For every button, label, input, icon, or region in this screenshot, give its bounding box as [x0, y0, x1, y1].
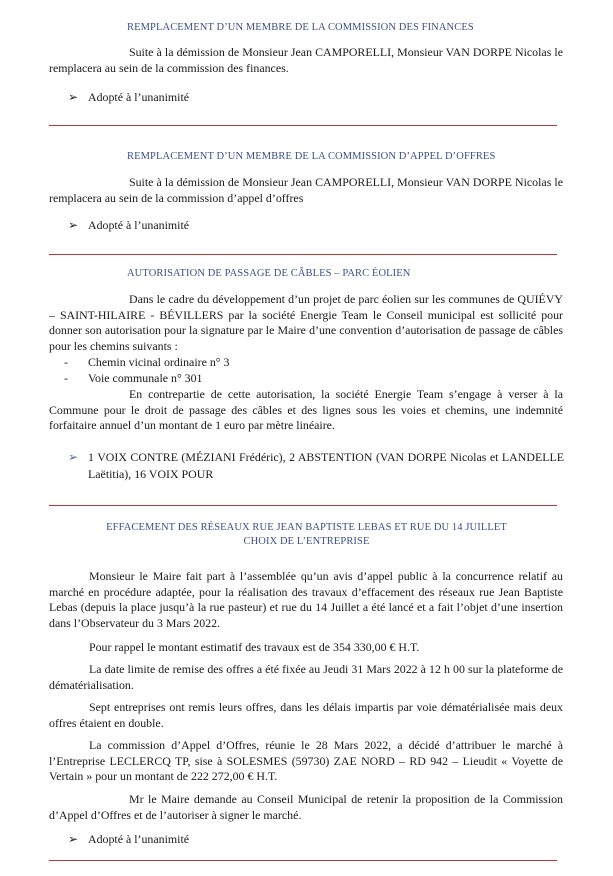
section-body-paragraph: Monsieur le Maire fait part à l’assemblée qu’un avis d’appel public à la concurrence relatif au marché en procédure adaptée, pour la réalisation des travaux d’effacement des réseaux rue Jean Baptiste Lebas (depuis la place jusqu’à la rue pasteur) et rue du 14 Juillet a été lancé et a fait l’objet d’une insertion dans l’Observateur du 3 Mars 2022.	[49, 569, 563, 630]
section-body-finances: Suite à la démission de Monsieur Jean CAMPORELLI, Monsieur VAN DORPE Nicolas le remplacera au sein de la commission des finances.	[49, 45, 563, 75]
section-body-appel-offres: Suite à la démission de Monsieur Jean CAMPORELLI, Monsieur VAN DORPE Nicolas le remplacera au sein de la commission d’appel d’offres	[49, 175, 563, 205]
vote-result-cables	[68, 449, 564, 483]
section-body-paragraph: Mr le Maire demande au Conseil Municipal de retenir la proposition de la Commission d’Appel d’Offres et de l’autoriser à signer le marché.	[49, 792, 563, 822]
section-body-paragraph: Sept entreprises ont remis leurs offres, dans les délais impartis par voie dématérialisée mais deux offres étaient en double.	[49, 700, 563, 730]
list-item-text: Voie communale n° 301	[88, 371, 203, 385]
list-item-text: Chemin vicinal ordinaire n° 3	[88, 355, 230, 369]
section-title-effacement	[40, 521, 573, 549]
section-title-finances: REMPLACEMENT D’UN MEMBRE DE LA COMMISSION DES FINANCES	[127, 22, 474, 33]
section-divider	[49, 254, 557, 255]
vote-text: Adopté à l’unanimité	[88, 832, 190, 846]
section-subtitle-line: CHOIX DE L’ENTREPRISE	[243, 536, 370, 547]
arrow-bullet-icon: ➢	[68, 218, 79, 232]
vote-text: Adopté à l’unanimité	[88, 218, 190, 232]
section-body-paragraph: La date limite de remise des offres a été fixée au Jeudi 31 Mars 2022 à 12 h 00 sur la plateforme de dématérialisation.	[49, 662, 563, 692]
arrow-bullet-icon: ➢	[68, 90, 79, 104]
section-divider	[49, 125, 557, 126]
section-divider	[49, 505, 557, 506]
section-title-line: EFFACEMENT DES RÉSEAUX RUE JEAN BAPTISTE LEBAS ET RUE DU 14 JUILLET	[106, 522, 507, 533]
vote-result-appel-offres	[68, 218, 189, 233]
section-title-cables: AUTORISATION DE PASSAGE DE CÂBLES – PARC ÉOLIEN	[127, 268, 411, 279]
section-body-paragraph: La commission d’Appel d’Offres, réunie le 28 Mars 2022, a décidé d’attribuer le marché à l’Entreprise LECLERCQ TP, sise à SOLESMES (59730) ZAE NORD – RD 942 – Lieudit « Voyette de Vertain » pour un montant de 222 272,00 € H.T.	[49, 738, 563, 783]
list-item: - Voie communale n° 301	[64, 371, 203, 385]
section-body-paragraph: Pour rappel le montant estimatif des travaux est de 354 330,00 € H.T.	[89, 640, 420, 654]
vote-text: Adopté à l’unanimité	[88, 90, 190, 104]
section-body-cables-compensation: En contrepartie de cette autorisation, la société Energie Team s’engage à verser à la Commune pour le droit de passage des câbles et des lignes sous les voies et chemins, une indemnité forfaitaire annuel d’un montant de 1 euro par mètre linéaire.	[49, 387, 563, 432]
vote-result-effacement	[68, 832, 189, 847]
section-divider	[49, 860, 557, 861]
vote-text: 1 VOIX CONTRE (MÉZIANI Frédéric), 2 ABSTENTION (VAN DORPE Nicolas et LANDELLE Laëtitia), 16 VOIX POUR	[88, 450, 564, 481]
section-body-cables-intro: Dans le cadre du développement d’un projet de parc éolien sur les communes de QUIÉVY – SAINT-HILAIRE - BÉVILLERS par la société Energie Team le Conseil municipal est sollicité pour donner son autorisation pour la signature par le Maire d’une convention d’autorisation de passage de câbles pour les chemins suivants :	[49, 292, 563, 353]
vote-result-finances	[68, 90, 189, 105]
list-item: - Chemin vicinal ordinaire n° 3	[64, 355, 230, 369]
arrow-bullet-icon: ➢	[68, 450, 79, 464]
section-title-appel-offres: REMPLACEMENT D’UN MEMBRE DE LA COMMISSION D’APPEL D’OFFRES	[127, 151, 496, 162]
arrow-bullet-icon: ➢	[68, 832, 79, 846]
